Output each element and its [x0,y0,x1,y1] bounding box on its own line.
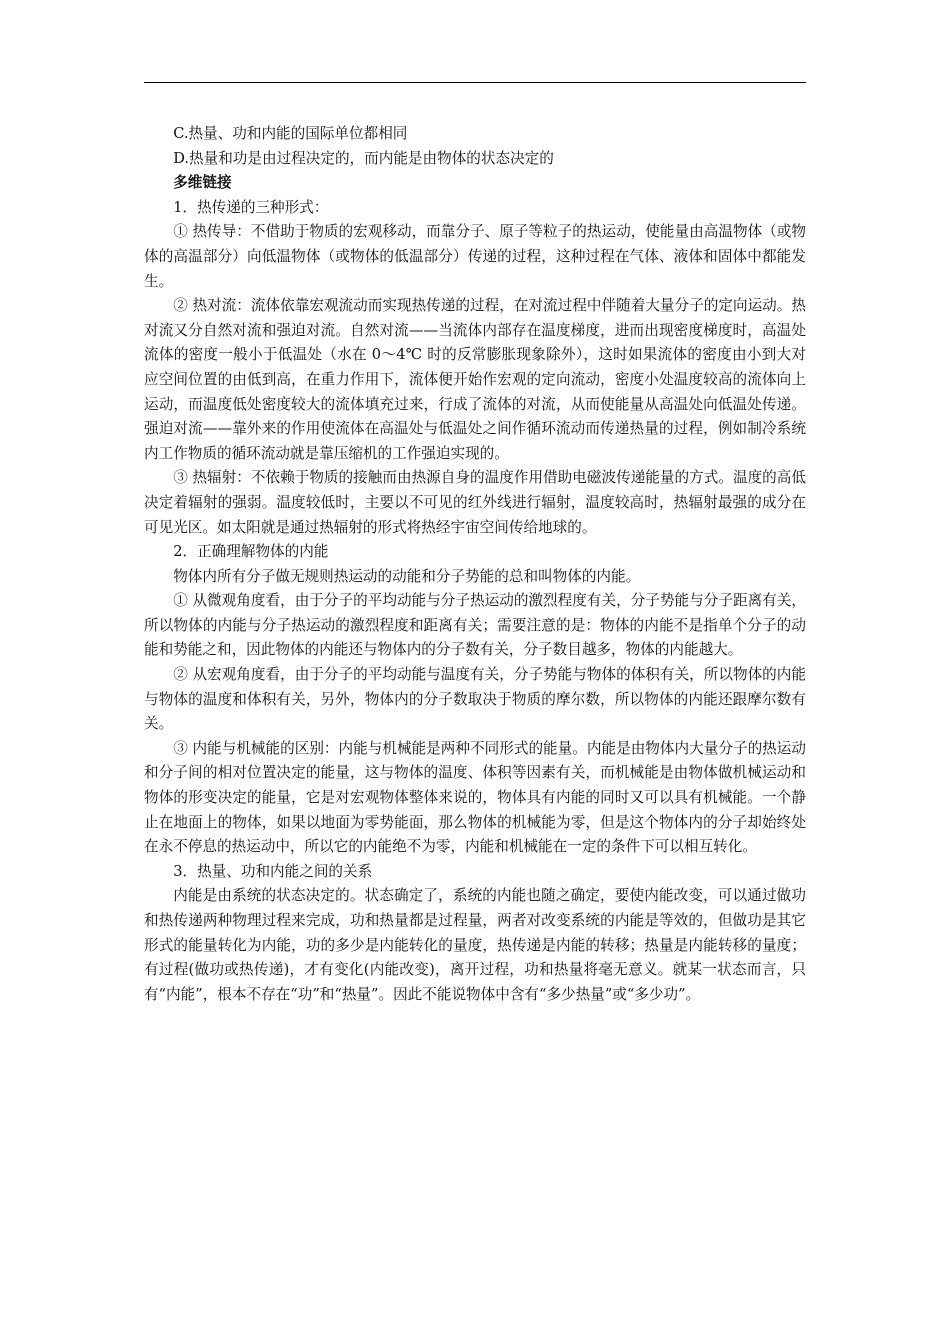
option-d: D.热量和功是由过程决定的，而内能是由物体的状态决定的 [173,149,554,167]
paragraph-macroscopic-view: ② 从宏观角度看，由于分子的平均动能与温度有关，分子势能与物体的体积有关，所以物体的内能与物体的温度和体积有关，另外，物体内的分子数取决于物质的摩尔数，所以物体的内能还跟摩尔数有关。 [144,666,806,733]
section-heading-duowei-lianjie: 多维链接 [173,174,232,192]
paragraph-internal-vs-mechanical: ③ 内能与机械能的区别：内能与机械能是两种不同形式的能量。内能是由物体内大量分子的热运动和分子间的相对位置决定的能量，这与物体的温度、体积等因素有关，而机械能是由物体做机械运动和物体的形变决定的能量，它是对宏观物体整体来说的，物体具有内能的同时又可以具有机械能。一个静止在地面上的物体，如果以地面为零势能面，那么物体的机械能为零，但是这个物体内的分子却始终处在永不停息的热运动中，所以它的内能绝不为零，内能和机械能在一定的条件下可以相互转化。 [144,739,806,856]
paragraph-heat-convection: ② 热对流：流体依靠宏观流动而实现热传递的过程，在对流过程中伴随着大量分子的定向运动。热对流又分自然对流和强迫对流。自然对流——当流体内部存在温度梯度，进而出现密度梯度时，高温处流体的密度一般小于低温处（水在 0～4℃ 时的反常膨胀现象除外），这时如果流体的密度由小到大对应空间位置的由低到高，在重力作用下，流体便开始作宏观的定向流动，密度小处温度较高的流体向上运动，而温度低处密度较大的流体填充过来，行成了流体的对流，从而使能量从高温处向低温处传递。强迫对流——靠外来的作用使流体在高温处与低温处之间作循环流动而传递热量的过程，例如制冷系统内工作物质的循环流动就是靠压缩机的工作强迫实现的。 [144,297,806,462]
paragraph-internal-energy-definition: 物体内所有分子做无规则热运动的动能和分子势能的总和叫物体的内能。 [173,567,641,585]
paragraph-heat-conduction: ① 热传导：不借助于物质的宏观移动，而靠分子、原子等粒子的热运动，使能量由高温物体（或物体的高温部分）向低温物体（或物体的低温部分）传递的过程，这种过程在气体、液体和固体中都能发生。 [144,223,806,290]
paragraph-heat-radiation: ③ 热辐射：不依赖于物质的接触而由热源自身的温度作用借助电磁波传递能量的方式。温度的高低决定着辐射的强弱。温度较低时，主要以不可见的红外线进行辐射，温度较高时，热辐射最强的成分在可见光区。如太阳就是通过热辐射的形式将热经宇宙空间传给地球的。 [144,469,806,536]
subheading-heat-work-energy: 3．热量、功和内能之间的关系 [173,862,373,880]
document-body [144,122,806,1007]
subheading-internal-energy: 2．正确理解物体的内能 [173,543,329,561]
header-rule [144,82,806,83]
option-c: C.热量、功和内能的国际单位都相同 [173,125,408,142]
paragraph-microscopic-view: ① 从微观角度看，由于分子的平均动能与分子热运动的激烈程度有关，分子势能与分子距离有关，所以物体的内能与分子热运动的激烈程度和距离有关；需要注意的是：物体的内能不是指单个分子的动能和势能之和，因此物体的内能还与物体内的分子数有关，分子数目越多，物体的内能越大。 [144,592,806,659]
subheading-heat-transfer-forms: 1．热传递的三种形式： [173,198,329,216]
paragraph-heat-work-energy-relation: 内能是由系统的状态决定的。状态确定了，系统的内能也随之确定，要使内能改变，可以通过做功和热传递两种物理过程来完成，功和热量都是过程量，两者对改变系统的内能是等效的，但做功是其它形式的能量转化为内能，功的多少是内能转化的量度，热传递是内能的转移；热量是内能转移的量度；有过程(做功或热传递)，才有变化(内能改变)，离开过程，功和热量将毫无意义。就某一状态而言，只有“内能”，根本不存在“功”和“热量”。因此不能说物体中含有“多少热量”或“多少功”。 [144,887,806,1003]
